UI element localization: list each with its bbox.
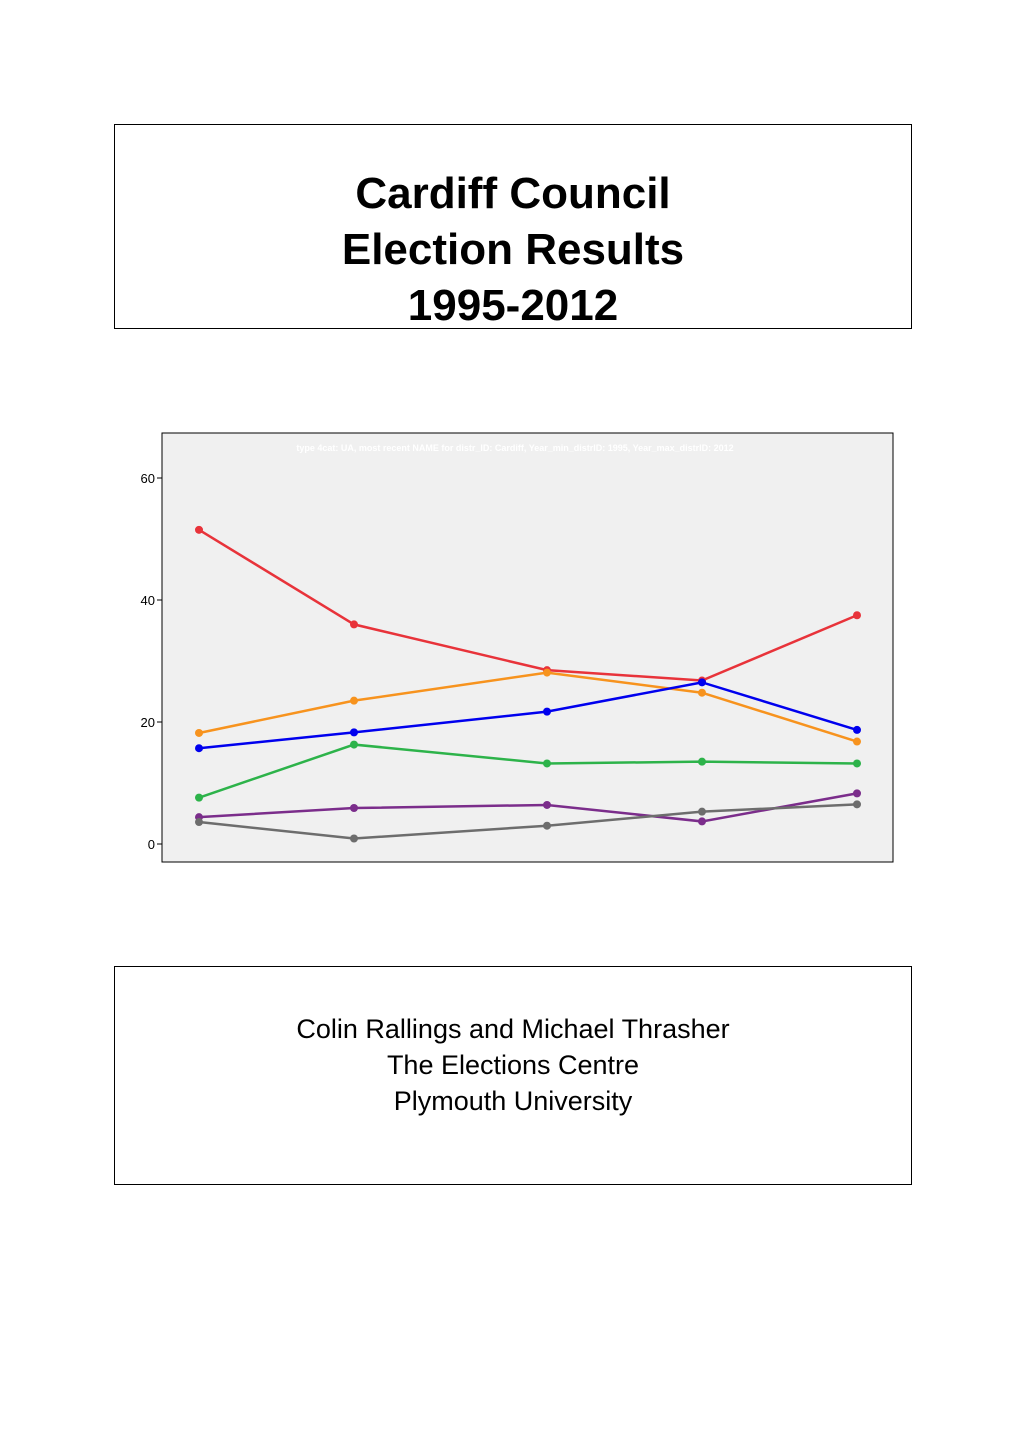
credits-box <box>114 966 912 1185</box>
data-point <box>698 678 706 686</box>
data-point <box>698 808 706 816</box>
data-point <box>195 526 203 534</box>
data-point <box>853 738 861 746</box>
data-point <box>350 741 358 749</box>
data-point <box>543 801 551 809</box>
data-point <box>195 794 203 802</box>
y-tick-label: 40 <box>140 593 155 608</box>
data-point <box>350 697 358 705</box>
data-point <box>698 689 706 697</box>
data-point <box>195 729 203 737</box>
data-point <box>350 835 358 843</box>
data-point <box>853 789 861 797</box>
data-point <box>853 800 861 808</box>
data-point <box>698 758 706 766</box>
data-point <box>350 620 358 628</box>
credit-university: Plymouth University <box>393 1086 633 1116</box>
title-box <box>114 124 912 329</box>
y-tick-label: 20 <box>140 715 155 730</box>
data-point <box>195 744 203 752</box>
chart-title: type 4cat: UA, most recent NAME for distr_ID: Cardiff, Year_min_distrID: 1995, Year_max_distrID: 2012 <box>296 443 734 453</box>
data-point <box>543 669 551 677</box>
credits-block <box>115 967 911 1119</box>
data-point <box>543 822 551 830</box>
credit-authors: Colin Rallings and Michael Thrasher <box>296 1014 730 1044</box>
data-point <box>853 611 861 619</box>
title-line-2: Election Results <box>341 225 685 274</box>
title-block <box>115 125 911 334</box>
title-line-1: Cardiff Council <box>355 169 671 218</box>
data-point <box>853 726 861 734</box>
y-tick-label: 0 <box>147 837 155 852</box>
y-axis <box>141 471 162 852</box>
election-results-chart <box>110 428 900 868</box>
data-point <box>195 818 203 826</box>
data-point <box>543 759 551 767</box>
data-point <box>350 804 358 812</box>
data-point <box>350 728 358 736</box>
credit-organisation: The Elections Centre <box>386 1050 640 1080</box>
data-point <box>698 817 706 825</box>
y-tick-label: 60 <box>140 471 155 486</box>
title-line-3: 1995-2012 <box>407 281 619 330</box>
data-point <box>543 708 551 716</box>
data-point <box>853 759 861 767</box>
